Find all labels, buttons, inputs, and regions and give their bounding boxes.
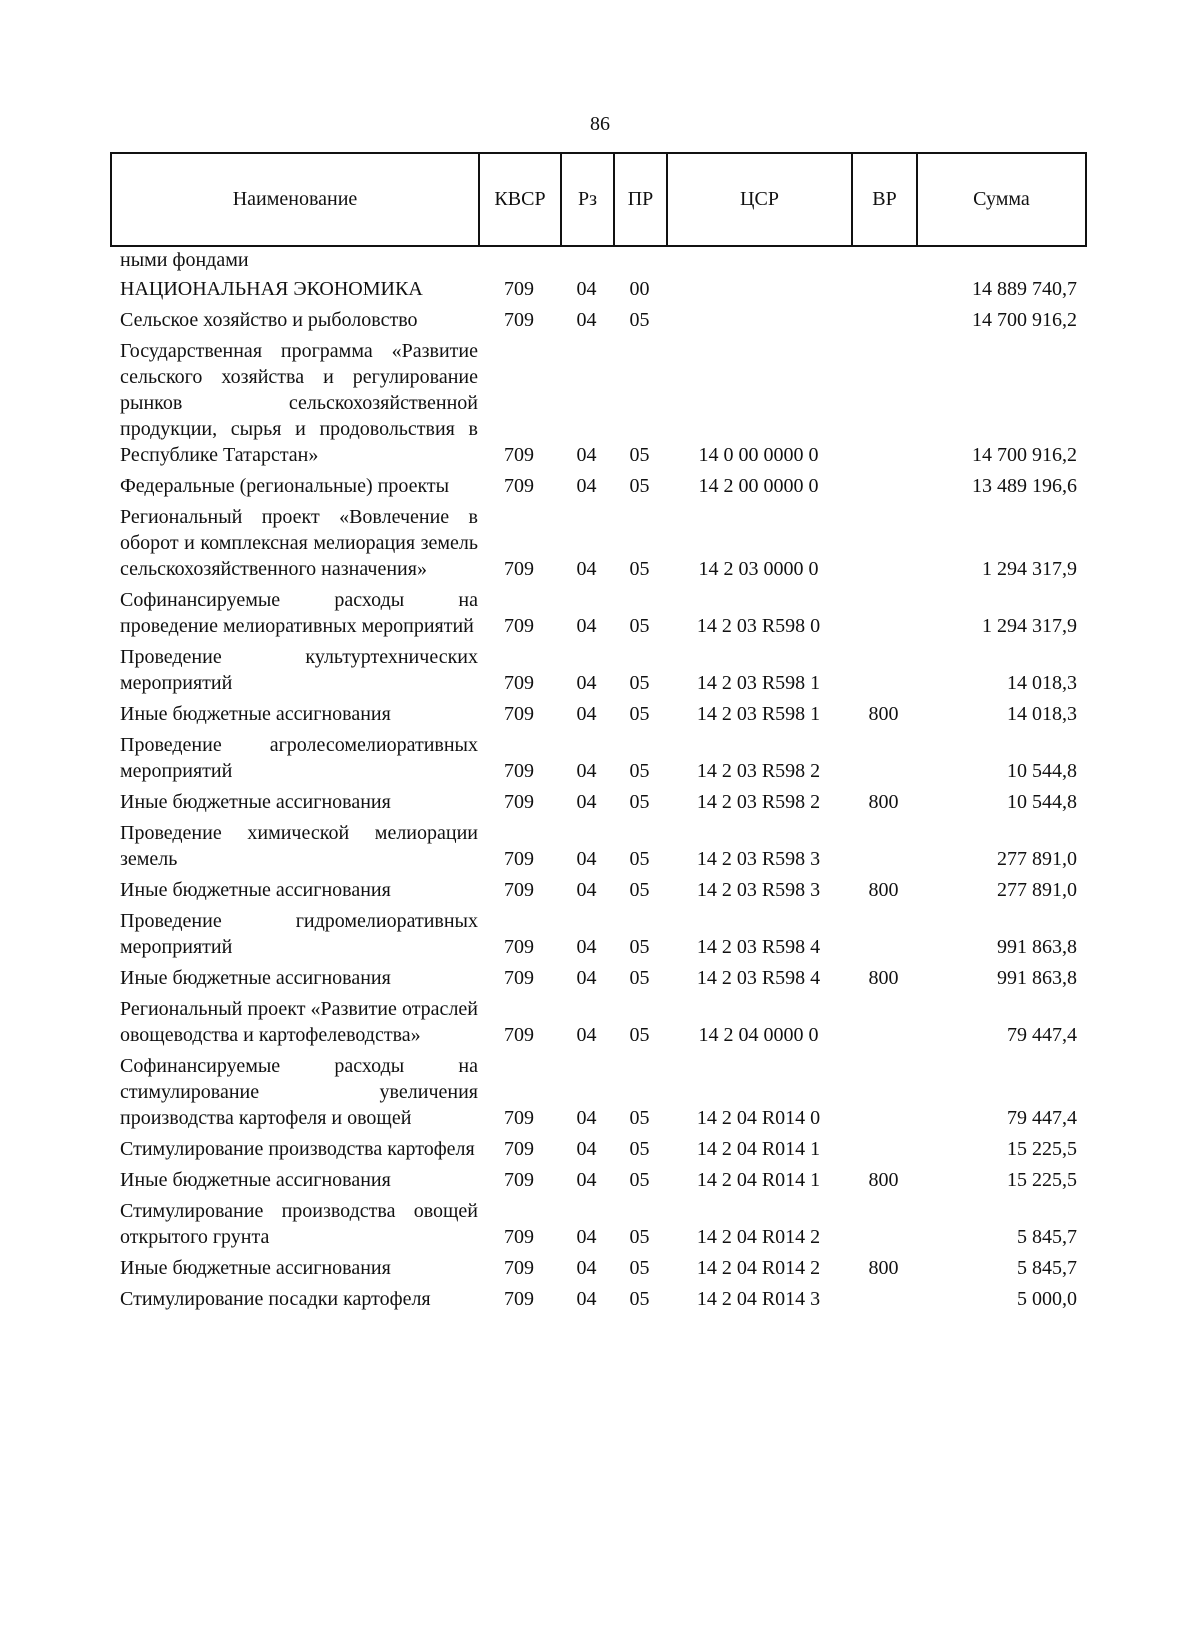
cell-kvsr: 709 bbox=[504, 278, 534, 300]
cell-pr: 00 bbox=[629, 278, 650, 300]
table-row bbox=[110, 504, 1085, 582]
cell-csr: 14 2 03 R598 2 bbox=[696, 760, 821, 782]
table-row bbox=[110, 732, 1085, 784]
cell-pr: 05 bbox=[629, 1024, 650, 1046]
table-row bbox=[110, 1286, 1085, 1312]
cell-rz: 04 bbox=[576, 879, 597, 901]
cell-vr: 800 bbox=[868, 967, 899, 989]
cell-pr: 05 bbox=[629, 791, 650, 813]
table-row bbox=[110, 644, 1085, 696]
cell-pr: 05 bbox=[629, 1226, 650, 1248]
cell-kvsr: 709 bbox=[504, 1288, 534, 1310]
cell-csr: 14 2 03 R598 3 bbox=[696, 879, 821, 901]
cell-sum: 991 863,8 bbox=[997, 936, 1077, 958]
table-row bbox=[110, 1053, 1085, 1131]
cell-csr: 14 2 03 R598 1 bbox=[696, 703, 821, 725]
cell-rz: 04 bbox=[576, 278, 597, 300]
cell-sum: 277 891,0 bbox=[997, 848, 1077, 870]
cell-pr: 05 bbox=[629, 967, 650, 989]
cell-csr: 14 2 04 R014 1 bbox=[696, 1138, 821, 1160]
cell-name: Софинансируемые расходы на проведение мелиоративных мероприятий bbox=[120, 589, 478, 637]
cell-rz: 04 bbox=[576, 444, 597, 466]
cell-csr: 14 2 03 R598 1 bbox=[696, 672, 821, 694]
cell-csr: 14 2 00 0000 0 bbox=[698, 475, 819, 497]
cell-kvsr: 709 bbox=[504, 1138, 534, 1160]
cell-kvsr: 709 bbox=[504, 791, 534, 813]
table-row bbox=[110, 307, 1085, 333]
cell-rz: 04 bbox=[576, 936, 597, 958]
table-row bbox=[110, 247, 1085, 273]
cell-csr: 14 2 04 R014 0 bbox=[696, 1107, 821, 1129]
cell-csr: 14 2 03 R598 0 bbox=[696, 615, 821, 637]
cell-sum: 79 447,4 bbox=[1007, 1024, 1077, 1046]
cell-pr: 05 bbox=[629, 848, 650, 870]
cell-rz: 04 bbox=[576, 558, 597, 580]
cell-name: Региональный проект «Развитие отраслей овощеводства и картофелеводства» bbox=[120, 998, 478, 1046]
cell-vr: 800 bbox=[868, 703, 899, 725]
cell-sum: 10 544,8 bbox=[1007, 791, 1077, 813]
cell-vr: 800 bbox=[868, 791, 899, 813]
cell-rz: 04 bbox=[576, 703, 597, 725]
table-row bbox=[110, 965, 1085, 991]
cell-rz: 04 bbox=[576, 791, 597, 813]
cell-csr: 14 2 03 R598 4 bbox=[696, 936, 821, 958]
cell-pr: 05 bbox=[629, 309, 650, 331]
cell-kvsr: 709 bbox=[504, 1107, 534, 1129]
header-vr: ВР bbox=[852, 153, 917, 246]
cell-pr: 05 bbox=[629, 879, 650, 901]
cell-vr: 800 bbox=[868, 1169, 899, 1191]
cell-sum: 5 845,7 bbox=[1017, 1226, 1077, 1248]
cell-rz: 04 bbox=[576, 848, 597, 870]
cell-csr: 14 2 04 R014 1 bbox=[696, 1169, 821, 1191]
cell-kvsr: 709 bbox=[504, 848, 534, 870]
cell-rz: 04 bbox=[576, 1257, 597, 1279]
cell-pr: 05 bbox=[629, 558, 650, 580]
table-row bbox=[110, 1198, 1085, 1250]
cell-pr: 05 bbox=[629, 936, 650, 958]
cell-csr: 14 2 03 R598 4 bbox=[696, 967, 821, 989]
table-row bbox=[110, 587, 1085, 639]
cell-kvsr: 709 bbox=[504, 1226, 534, 1248]
cell-sum: 15 225,5 bbox=[1007, 1138, 1077, 1160]
cell-pr: 05 bbox=[629, 1138, 650, 1160]
cell-sum: 13 489 196,6 bbox=[972, 475, 1077, 497]
cell-csr: 14 2 04 0000 0 bbox=[698, 1024, 819, 1046]
cell-csr: 14 2 04 R014 3 bbox=[696, 1288, 821, 1310]
table-row bbox=[110, 1255, 1085, 1281]
cell-name: Государственная программа «Развитие сельского хозяйства и регулирование рынков сельскохозяйственной продукции, сырья и продовольствия в Республике Татарстан» bbox=[120, 340, 478, 466]
table-row bbox=[110, 877, 1085, 903]
cell-rz: 04 bbox=[576, 615, 597, 637]
cell-pr: 05 bbox=[629, 475, 650, 497]
cell-sum: 1 294 317,9 bbox=[982, 558, 1077, 580]
header-name: Наименование bbox=[111, 153, 479, 246]
cell-name: Стимулирование посадки картофеля bbox=[120, 1288, 431, 1310]
cell-kvsr: 709 bbox=[504, 703, 534, 725]
table-row bbox=[110, 996, 1085, 1048]
cell-rz: 04 bbox=[576, 1169, 597, 1191]
table-row bbox=[110, 789, 1085, 815]
cell-rz: 04 bbox=[576, 967, 597, 989]
cell-rz: 04 bbox=[576, 475, 597, 497]
cell-sum: 991 863,8 bbox=[997, 967, 1077, 989]
cell-kvsr: 709 bbox=[504, 672, 534, 694]
cell-sum: 1 294 317,9 bbox=[982, 615, 1077, 637]
cell-name: Проведение химической мелиорации земель bbox=[120, 822, 478, 870]
cell-name: Проведение культуртехнических мероприятий bbox=[120, 646, 478, 694]
cell-pr: 05 bbox=[629, 1107, 650, 1129]
cell-pr: 05 bbox=[629, 1169, 650, 1191]
cell-name: Проведение агролесомелиоративных мероприятий bbox=[120, 734, 478, 782]
table-row bbox=[110, 473, 1085, 499]
cell-pr: 05 bbox=[629, 444, 650, 466]
cell-vr: 800 bbox=[868, 1257, 899, 1279]
cell-rz: 04 bbox=[576, 760, 597, 782]
cell-csr: 14 2 04 R014 2 bbox=[696, 1257, 821, 1279]
header-pr: ПР bbox=[614, 153, 667, 246]
table-row bbox=[110, 276, 1085, 302]
cell-pr: 05 bbox=[629, 760, 650, 782]
cell-name: Иные бюджетные ассигнования bbox=[120, 791, 391, 813]
header-rz: Рз bbox=[561, 153, 614, 246]
cell-name: Иные бюджетные ассигнования bbox=[120, 703, 391, 725]
table-row bbox=[110, 1167, 1085, 1193]
table-header bbox=[110, 152, 1087, 247]
cell-kvsr: 709 bbox=[504, 936, 534, 958]
cell-sum: 14 018,3 bbox=[1007, 672, 1077, 694]
cell-csr: 14 2 03 R598 3 bbox=[696, 848, 821, 870]
cell-kvsr: 709 bbox=[504, 475, 534, 497]
cell-name: Иные бюджетные ассигнования bbox=[120, 1169, 391, 1191]
table-body bbox=[110, 247, 1085, 1317]
page-number: 86 bbox=[590, 113, 610, 135]
cell-name: Софинансируемые расходы на стимулирование увеличения производства картофеля и овощей bbox=[120, 1055, 478, 1129]
cell-kvsr: 709 bbox=[504, 558, 534, 580]
cell-sum: 5 845,7 bbox=[1017, 1257, 1077, 1279]
cell-name: Иные бюджетные ассигнования bbox=[120, 1257, 391, 1279]
table-row bbox=[110, 338, 1085, 468]
cell-kvsr: 709 bbox=[504, 1257, 534, 1279]
cell-name: Сельское хозяйство и рыболовство bbox=[120, 309, 418, 331]
cell-kvsr: 709 bbox=[504, 615, 534, 637]
cell-kvsr: 709 bbox=[504, 309, 534, 331]
cell-name: Стимулирование производства картофеля bbox=[120, 1138, 475, 1160]
cell-sum: 5 000,0 bbox=[1017, 1288, 1077, 1310]
table-row bbox=[110, 908, 1085, 960]
header-sum: Сумма bbox=[917, 153, 1086, 246]
cell-rz: 04 bbox=[576, 1138, 597, 1160]
cell-kvsr: 709 bbox=[504, 967, 534, 989]
cell-sum: 14 700 916,2 bbox=[972, 309, 1077, 331]
cell-sum: 15 225,5 bbox=[1007, 1169, 1077, 1191]
cell-rz: 04 bbox=[576, 309, 597, 331]
cell-name: Стимулирование производства овощей открытого грунта bbox=[120, 1200, 478, 1248]
cell-kvsr: 709 bbox=[504, 760, 534, 782]
cell-vr: 800 bbox=[868, 879, 899, 901]
header-csr: ЦСР bbox=[667, 153, 852, 246]
cell-kvsr: 709 bbox=[504, 444, 534, 466]
cell-csr: 14 2 03 0000 0 bbox=[698, 558, 819, 580]
cell-rz: 04 bbox=[576, 1024, 597, 1046]
table-row bbox=[110, 1136, 1085, 1162]
cell-csr: 14 2 03 R598 2 bbox=[696, 791, 821, 813]
cell-name: Иные бюджетные ассигнования bbox=[120, 967, 391, 989]
cell-rz: 04 bbox=[576, 672, 597, 694]
cell-kvsr: 709 bbox=[504, 1169, 534, 1191]
cell-kvsr: 709 bbox=[504, 879, 534, 901]
cell-kvsr: 709 bbox=[504, 1024, 534, 1046]
cell-name: Федеральные (региональные) проекты bbox=[120, 475, 450, 497]
cell-pr: 05 bbox=[629, 615, 650, 637]
cell-sum: 14 018,3 bbox=[1007, 703, 1077, 725]
header-kvsr: КВСР bbox=[479, 153, 561, 246]
cell-sum: 277 891,0 bbox=[997, 879, 1077, 901]
table-row bbox=[110, 701, 1085, 727]
cell-name: Проведение гидромелиоративных мероприятий bbox=[120, 910, 478, 958]
cell-sum: 79 447,4 bbox=[1007, 1107, 1077, 1129]
cell-pr: 05 bbox=[629, 1257, 650, 1279]
cell-csr: 14 0 00 0000 0 bbox=[698, 444, 819, 466]
cell-sum: 14 889 740,7 bbox=[972, 278, 1077, 300]
cell-name: Иные бюджетные ассигнования bbox=[120, 879, 391, 901]
cell-pr: 05 bbox=[629, 672, 650, 694]
cell-sum: 10 544,8 bbox=[1007, 760, 1077, 782]
cell-pr: 05 bbox=[629, 1288, 650, 1310]
cell-pr: 05 bbox=[629, 703, 650, 725]
cell-rz: 04 bbox=[576, 1107, 597, 1129]
cell-sum: 14 700 916,2 bbox=[972, 444, 1077, 466]
cell-rz: 04 bbox=[576, 1288, 597, 1310]
table-row bbox=[110, 820, 1085, 872]
cell-name: Региональный проект «Вовлечение в оборот и комплексная мелиорация земель сельскохозяйственного назначения» bbox=[120, 506, 478, 580]
cell-name: НАЦИОНАЛЬНАЯ ЭКОНОМИКА bbox=[120, 278, 423, 300]
cell-csr: 14 2 04 R014 2 bbox=[696, 1226, 821, 1248]
cell-rz: 04 bbox=[576, 1226, 597, 1248]
cell-name: ными фондами bbox=[120, 249, 249, 271]
